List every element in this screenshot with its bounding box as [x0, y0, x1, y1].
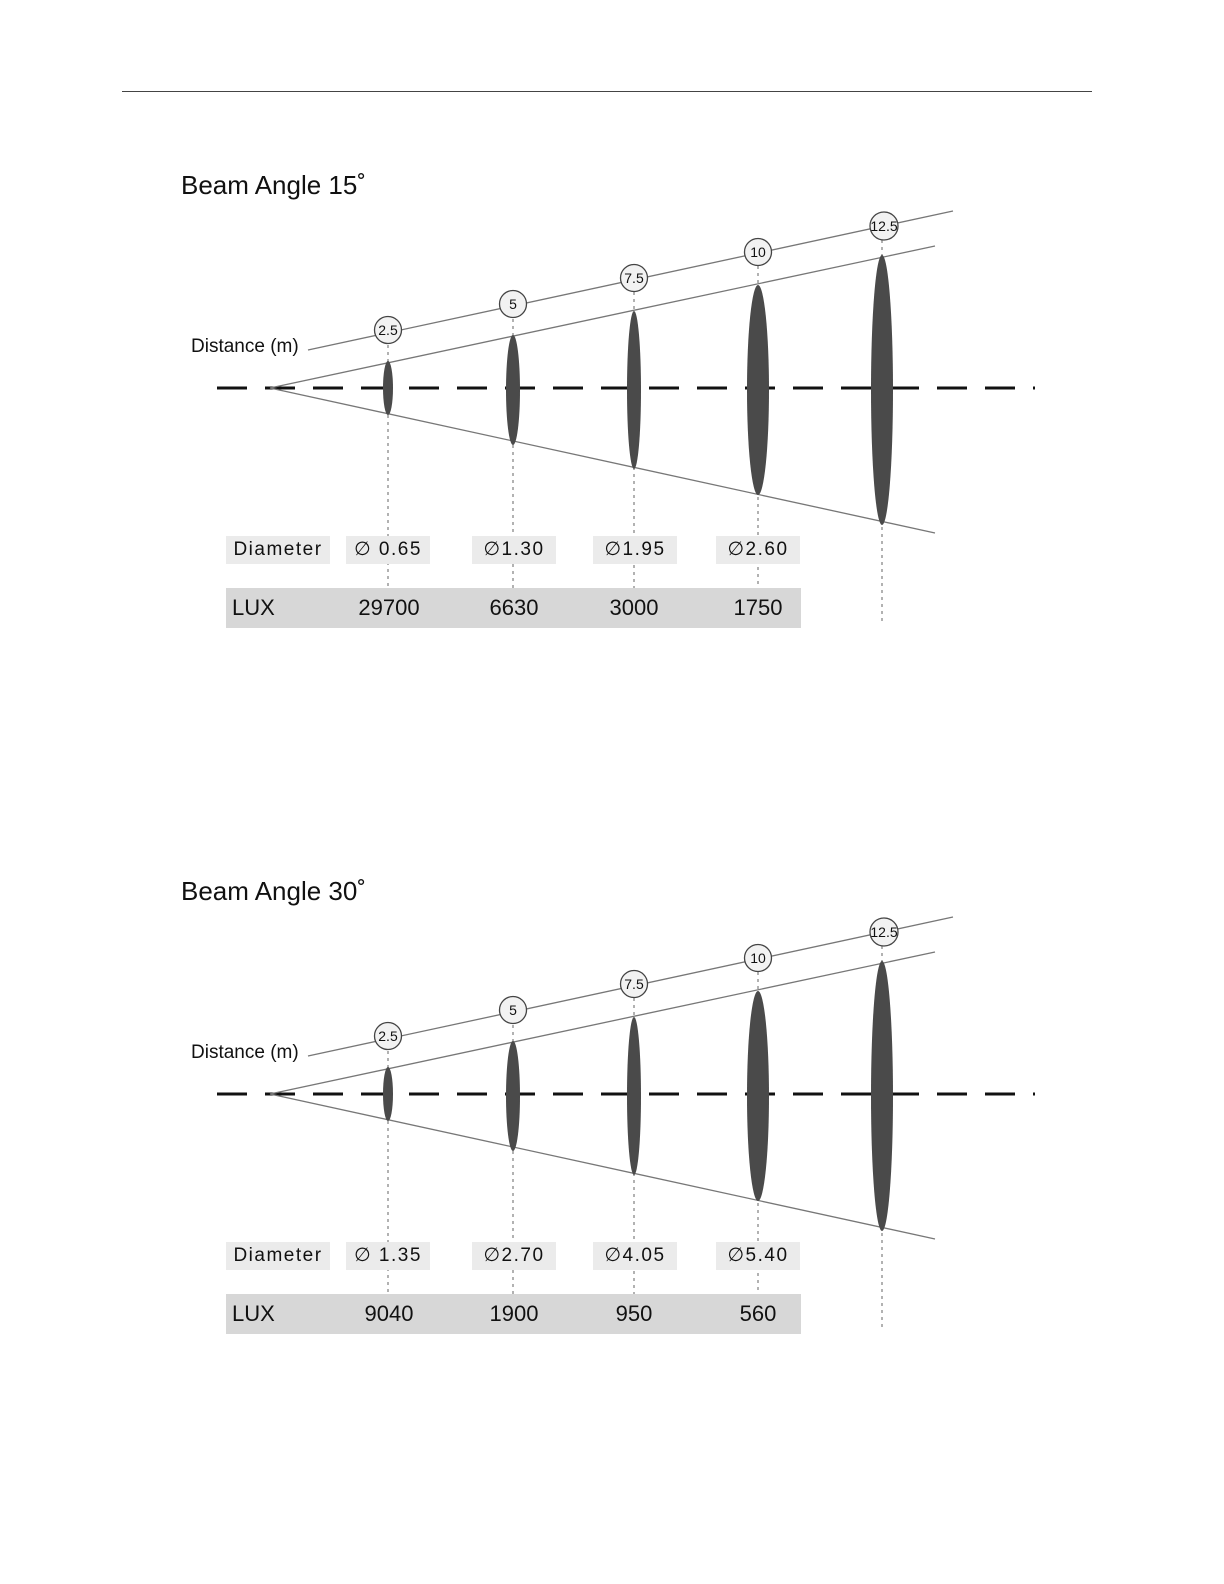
beam-spot-12-5 — [871, 961, 893, 1231]
distance-label: Distance (m) — [191, 1042, 299, 1063]
beam-spot-2-5 — [383, 361, 393, 415]
cone-upper-edge — [270, 246, 935, 388]
lux-value: 3000 — [609, 595, 659, 620]
diameter-header: Diameter — [226, 1242, 330, 1270]
cone-lower-edge — [270, 1094, 935, 1239]
distance-value: 5 — [509, 1002, 517, 1018]
diameter-header: Diameter — [226, 536, 330, 564]
diagram-title: Beam Angle 15˚ — [181, 170, 367, 200]
distance-value: 12.5 — [870, 924, 898, 940]
diameter-cell: ∅2.60 — [716, 536, 800, 564]
lux-value: 29700 — [358, 595, 420, 620]
lux-value: 950 — [615, 1301, 653, 1326]
lux-value: 1900 — [489, 1301, 539, 1326]
beam-spot-7-5 — [627, 311, 641, 469]
lux-value: 6630 — [489, 595, 539, 620]
beam-spot-10 — [747, 285, 769, 495]
distance-value: 7.5 — [624, 976, 644, 992]
beam-spot-7-5 — [627, 1017, 641, 1175]
lux-value: 9040 — [364, 1301, 414, 1326]
header-rule — [122, 91, 1092, 92]
cone-upper-edge — [270, 952, 935, 1094]
beam-spot-5 — [506, 335, 520, 445]
distance-value: 10 — [750, 950, 766, 966]
distance-value: 12.5 — [870, 218, 898, 234]
beam-spot-12-5 — [871, 255, 893, 525]
distance-value: 2.5 — [378, 322, 398, 338]
distance-label: Distance (m) — [191, 336, 299, 357]
diameter-cell: ∅4.05 — [593, 1242, 677, 1270]
beam-spot-5 — [506, 1041, 520, 1151]
diameter-cell: ∅2.70 — [472, 1242, 556, 1270]
beam-diagram-30 — [0, 866, 1224, 1386]
lux-header: LUX — [232, 1301, 275, 1326]
lux-value: 1750 — [733, 595, 783, 620]
beam-diagram-15 — [0, 160, 1224, 680]
diameter-cell: ∅1.30 — [472, 536, 556, 564]
distance-value: 7.5 — [624, 270, 644, 286]
distance-value: 2.5 — [378, 1028, 398, 1044]
distance-value: 5 — [509, 296, 517, 312]
cone-lower-edge — [270, 388, 935, 533]
beam-spot-2-5 — [383, 1067, 393, 1121]
diameter-cell: ∅ 0.65 — [346, 536, 430, 564]
beam-spot-10 — [747, 991, 769, 1201]
distance-value: 10 — [750, 244, 766, 260]
diameter-cell: ∅ 1.35 — [346, 1242, 430, 1270]
lux-value: 560 — [739, 1301, 777, 1326]
diagram-title: Beam Angle 30˚ — [181, 876, 367, 906]
diameter-cell: ∅5.40 — [716, 1242, 800, 1270]
lux-header: LUX — [232, 595, 275, 620]
diameter-cell: ∅1.95 — [593, 536, 677, 564]
